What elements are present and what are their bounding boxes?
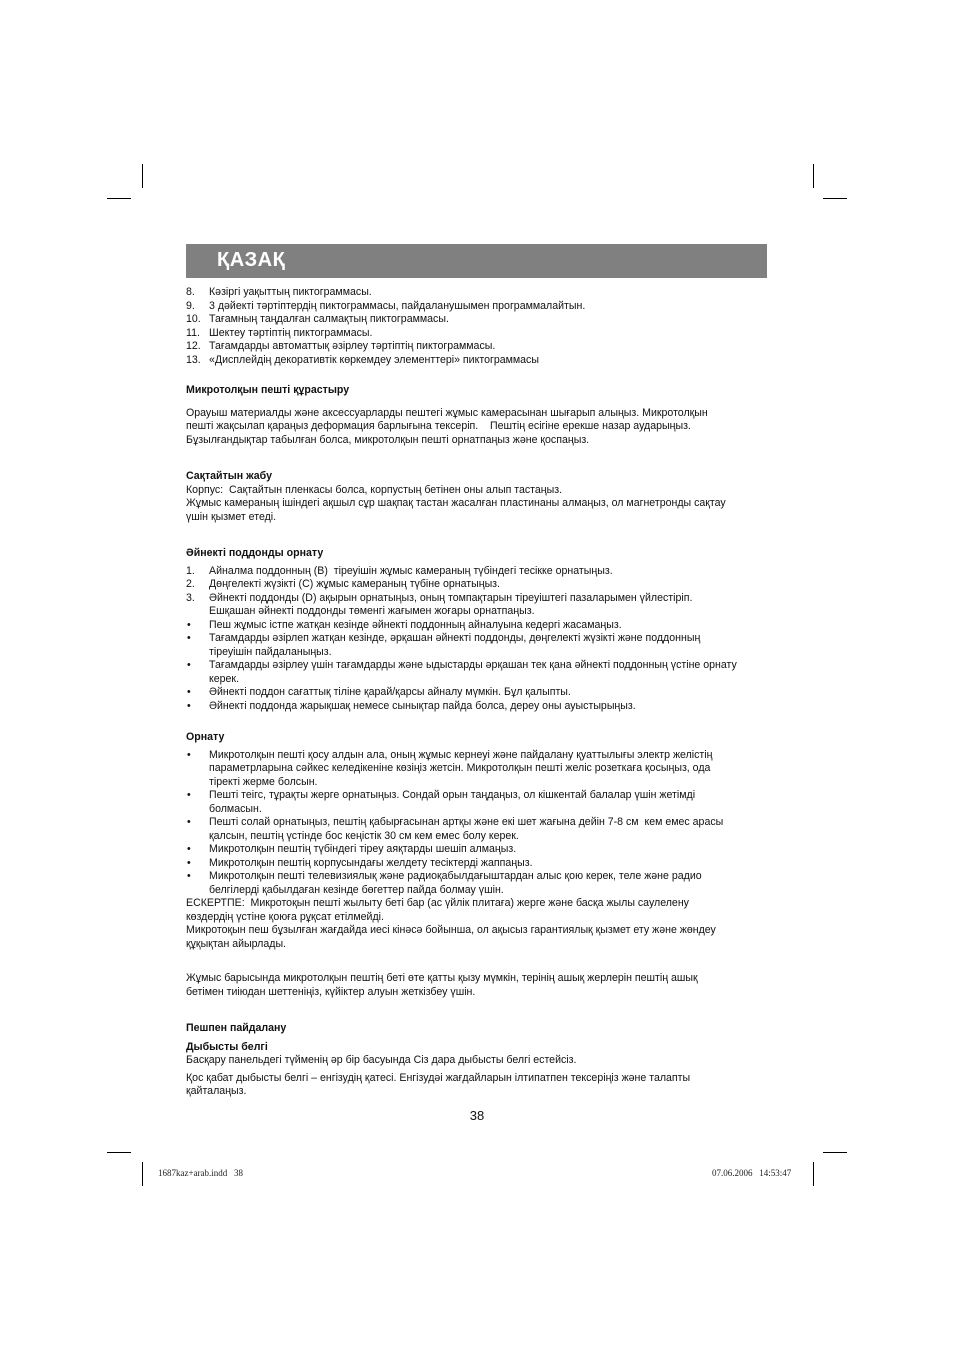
list-item: 13. «Дисплейдің декоративтік көркемдеу элементтері» пиктограммасы xyxy=(186,353,539,366)
crop-mark xyxy=(813,164,814,188)
list-item: • Пешті солай орнатыңыз, пештің қабырғасынан артқы жəне екі шет жағына дейін 7-8 см кем емес арасы қалсын, пештің үстінде бос кеңістік 30 см кем емес болу керек. xyxy=(187,816,724,842)
list-item: 1. Айналма поддонның (B) тіреуішін жұмыс камераның түбіндегі тесікке орнатыңыз. xyxy=(186,564,613,577)
list-item: 12. Тағамдарды автоматтық əзірлеу тəртіптің пиктограммасы. xyxy=(186,340,496,352)
crop-mark xyxy=(823,1152,847,1153)
list-item: • Пеш жұмыс істпе жатқан кезінде əйнекті поддонның айналуына кедергі жасамаңыз. xyxy=(187,618,622,631)
usage-paragraph-1: Басқару панельдегі түйменің əр бір басуында Сіз дара дыбысты белгі естейсіз. xyxy=(186,1054,577,1066)
document-body xyxy=(186,286,770,1099)
list-item: 2. Дөңгелекті жүзікті (C) жұмыс камераның түбіне орнатыңыз. xyxy=(186,578,500,590)
subheading-sound-signal: Дыбысты белгі xyxy=(186,1040,268,1053)
crop-mark xyxy=(142,164,143,188)
section-heading-install: Орнату xyxy=(186,731,225,743)
usage-paragraph-2: Қос қабат дыбысты белгі – енгізудің қатесі. Енгізудәі жағдайларын ілтипатпен тексеріңіз жəне талапты қайталаңыз. xyxy=(186,1071,691,1097)
list-item: • Пешті теігс, тұрақты жерге орнатыңыз. Сондай орын таңдаңыз, ол кішкентай балалар үшін жетімді болмасын. xyxy=(187,789,696,815)
list-item: • Микротолқын пештің корпусындағы желдету тесіктерді жаппаңыз. xyxy=(187,856,533,869)
section-heading-cover: Сақтайтын жабу xyxy=(186,470,272,482)
section-heading-setup: Микротолқын пешті құрастыру xyxy=(186,384,350,396)
crop-mark xyxy=(107,198,131,199)
icon-list xyxy=(186,286,770,367)
crop-mark xyxy=(142,1162,143,1186)
crop-mark xyxy=(813,1162,814,1186)
install-note: ЕСКЕРТПЕ: Микротоқын пешті жылыту беті бар (ас үйлік плитаға) жерге жəне басқа жылы саулелену көздердің үстіне қоюға рұқсат етілмейді. Микротоқын пеш бұзылған жағдайда иесі кінəсə бойынша, ол ақысыз гарантиялық қызмет ету жəне жөндеу құқықтан айырлады. xyxy=(186,897,716,950)
list-item: 9. 3 дəйекті тəртіптердің пиктограммасы, пайдаланушымен программалайтын. xyxy=(186,299,586,312)
install-list xyxy=(186,749,770,898)
list-item: • Микротолқын пештің түбіндегі тіреу аяқтарды шешіп алмаңыз. xyxy=(187,843,517,855)
setup-paragraph: Орауыш материалды жəне аксессуарларды пештегі жұмыс камерасынан шығарып алыңыз. Микротолқын пешті жақсылап қараңыз деформация барлығына тексеріп. Пештің есігіне ерекше назар аударыңыз. Бұзылғандықтар табылған болса, микротолқын пешті орнатпаңыз жəне қоспаңыз. xyxy=(186,406,708,446)
install-warning: Жұмыс барысында микротолқын пештің беті өте қатты қызу мүмкін, терінің ашық жерлерін пештің ашық бетімен тиіюдан шеттеніңіз, күйіктер алуын жеткізбеу үшін. xyxy=(186,972,698,998)
list-item: 10. Тағамның таңдалған салмақтың пиктограммасы. xyxy=(186,313,449,325)
footer-timestamp-slug: 07.06.2006 14:53:47 xyxy=(712,1168,792,1178)
list-item: • Əйнекті поддон сағаттық тіліне қарай/қарсы айналу мүмкін. Бұл қалыпты. xyxy=(187,686,571,698)
list-item: 8. Кəзіргі уақыттың пиктограммасы. xyxy=(186,286,372,298)
list-item: • Микротолқын пешті қосу алдын ала, оның жұмыс кернеуі жəне пайдалану қуаттылығы электр желістің параметрларына сəйкес келедікеніне көзіңіз жетсін. Микротолқын пешті желіс розеткаға қосыңыз, ода тіректі жерме болсын. xyxy=(187,748,713,788)
footer-file-slug: 1687kaz+arab.indd 38 xyxy=(158,1168,244,1178)
cover-paragraph: Корпус: Сақтайтын пленкасы болса, корпустың бетінен оны алып тастаңыз. Жұмыс камераның ішіндегі ақшыл сұр шақпақ тастан жасалған пластинаны алмаңыз, ол магнетронды сақтау үшін қызмет етеді. xyxy=(186,483,726,523)
list-item: • Əйнекті поддонда жарықшақ немесе сынықтар пайда болса, дереу оны ауыстырыңыз. xyxy=(187,699,636,712)
list-item: 11. Шектеу тəртіптің пиктограммасы. xyxy=(186,326,373,339)
section-heading-usage: Пешпен пайдалану xyxy=(186,1022,287,1034)
list-item: 3. Əйнекті поддонды (D) ақырын орнатыңыз, оның томпақтарын тіреуіштегі пазаларымен үйлестіріп. Ешқашан əйнекті поддонды төменгі жағымен жоғары орнатпаңыз. xyxy=(186,591,693,617)
crop-mark xyxy=(107,1152,131,1153)
tray-steps xyxy=(186,565,770,714)
page-number: 38 xyxy=(469,1108,485,1123)
section-heading-tray: Əйнекті поддонды орнату xyxy=(186,547,324,559)
list-item: • Тағамдарды əзірлеу үшін тағамдарды жəне ыдыстарды əрқашан тек қана əйнекті поддонның үстіне орнату керек. xyxy=(187,659,737,685)
list-item: • Тағамдарды əзірлеп жатқан кезінде, əрқашан əйнекті поддонды, дөңгелекті жүзікті жəне поддонның тіреуішін пайдаланыңыз. xyxy=(187,632,701,658)
language-header-bar xyxy=(186,244,767,278)
page-title: ҚАЗАҚ xyxy=(217,249,286,271)
list-item: • Микротолқын пешті телевизиялық жəне радиоқабылдағыштардан алыс қою керек, теле жəне радио белгілерді қабылдаған кезінде бөгеттер пайда болмау үшін. xyxy=(187,870,702,896)
crop-mark xyxy=(823,198,847,199)
